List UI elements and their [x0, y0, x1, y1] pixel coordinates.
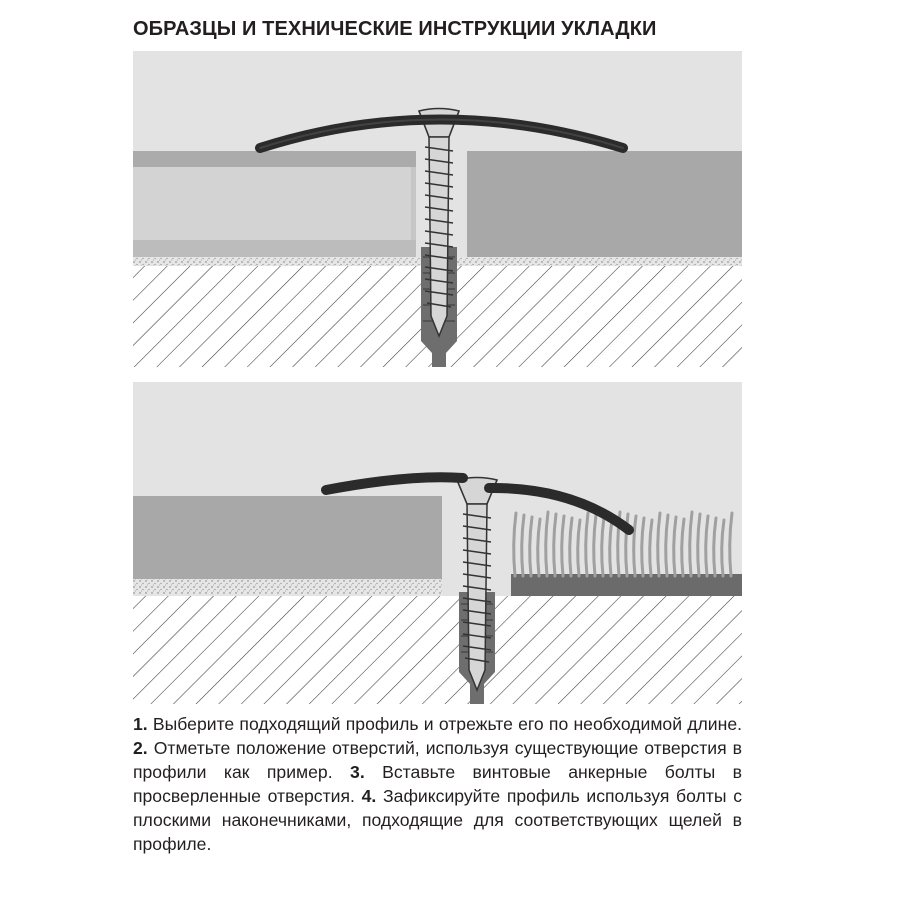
step-1-text: Выберите подходящий профиль и отрежьте его по необходимой длине. [152, 714, 742, 734]
step-3-number: 3. [350, 762, 365, 782]
step-1-number: 1. [133, 714, 148, 734]
underlay-layer [133, 579, 442, 595]
left-laminate-board [133, 151, 416, 257]
left-laminate-board [133, 496, 442, 579]
step-2-number: 2. [133, 738, 148, 758]
step-3-text: Вставьте винтовые анкерные болты в просверленные отверстия. [133, 762, 743, 806]
step-4-number: 4. [361, 786, 377, 806]
carpet-transition-diagram [133, 382, 742, 704]
laminate-transition-diagram [133, 51, 742, 367]
concrete-subfloor [133, 596, 742, 704]
page-title: ОБРАЗЦЫ И ТЕХНИЧЕСКИЕ ИНСТРУКЦИИ УКЛАДКИ [133, 18, 657, 40]
right-laminate-board [467, 151, 742, 257]
installation-steps [133, 712, 742, 856]
step-2-text: Отметьте положение отверстий, используя существующие отверстия в профили как пример. [133, 738, 742, 782]
step-4-text: Зафиксируйте профиль используя болты с плоскими наконечниками, подходящие для соответствующих щелей в профиле. [133, 786, 743, 854]
